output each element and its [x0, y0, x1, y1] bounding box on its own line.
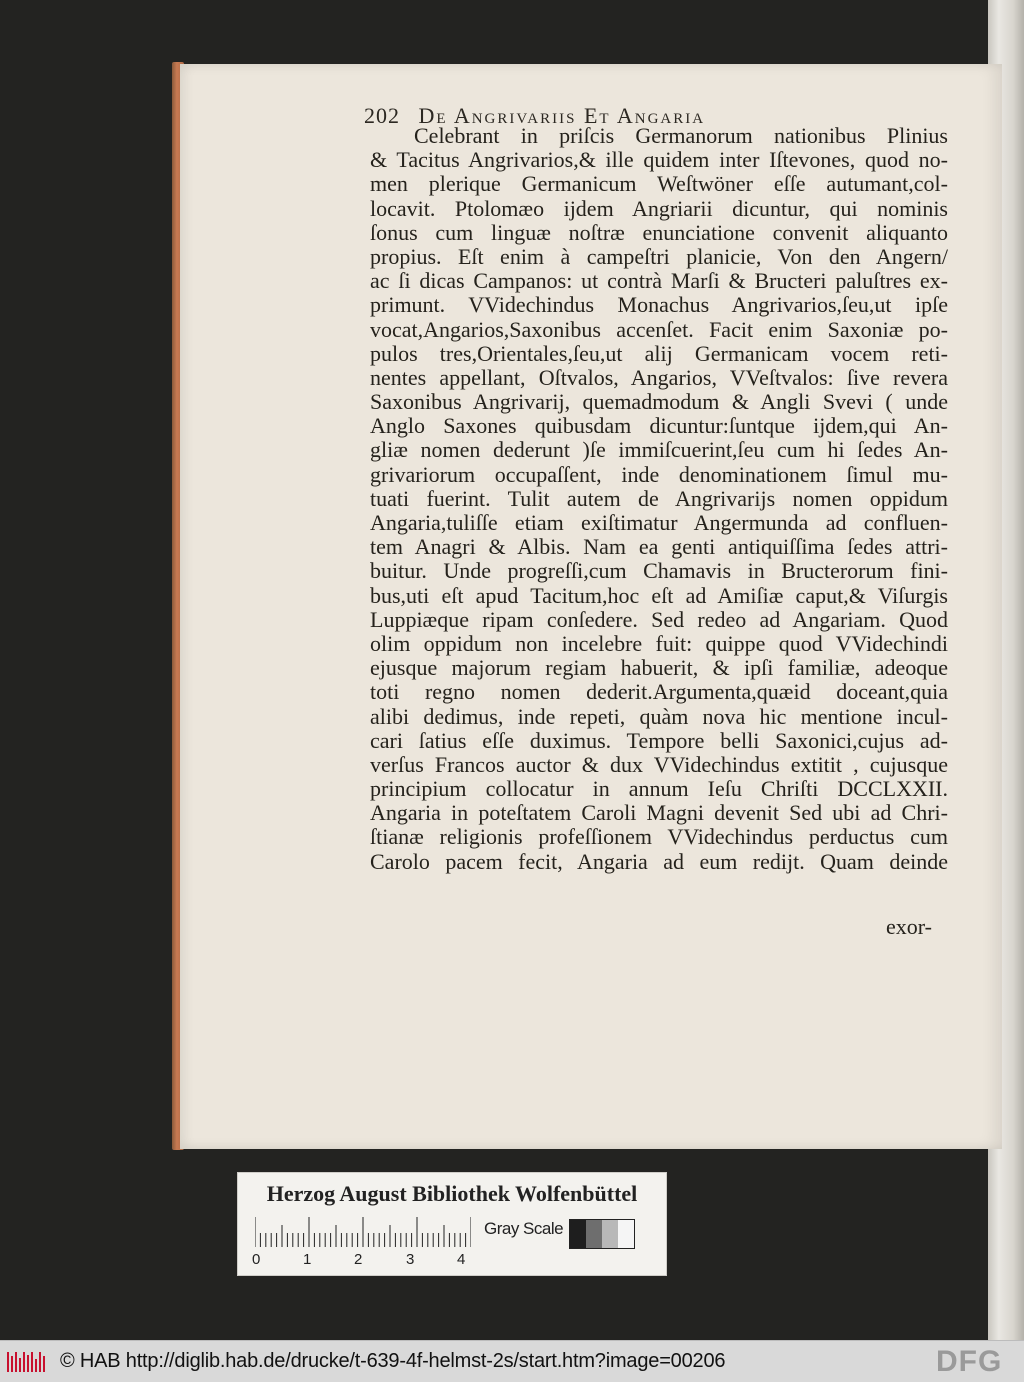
text-line: buitur. Unde progreſſi,cum Chamavis in Bructerorum fini-	[370, 559, 948, 584]
gray-swatch	[570, 1220, 586, 1248]
text-line: Anglo Saxones quibusdam dicuntur:ſuntque ijdem,qui An-	[370, 414, 948, 439]
hab-barcode-logo	[6, 1350, 48, 1374]
text-line: principium collocatur in annum Ieſu Chriſti DCCLXXII.	[370, 777, 948, 802]
page-number: 202	[364, 103, 400, 128]
ruler-scale	[255, 1217, 471, 1247]
footer-bar	[0, 1340, 1024, 1382]
body-text	[370, 124, 948, 874]
text-line: bus,uti eſt apud Tacitum,hoc eſt ad Amiſiæ caput,& Viſurgis	[370, 583, 948, 608]
text-line: Celebrant in priſcis Germanorum nationibus Plinius	[414, 124, 948, 148]
gray-swatch	[602, 1220, 618, 1248]
gray-scale-swatches	[569, 1219, 635, 1249]
ruler-labels	[252, 1251, 492, 1269]
color-card-title: Herzog August Bibliothek Wolfenbüttel	[266, 1181, 638, 1206]
text-line: men plerique Germanicum Weſtwöner eſſe autumant,col-	[370, 172, 948, 197]
text-line: gliæ nomen dederunt )ſe immiſcuerint,ſeu cum hi ſedes An-	[370, 438, 948, 463]
ruler-label: 4	[457, 1251, 466, 1268]
text-line: Angaria in poteſtatem Caroli Magni devenit Sed ubi ad Chri-	[370, 801, 948, 826]
text-line: ac ſi dicas Campanos: ut contrà Marſi & Bructeri paluſtres ex-	[370, 269, 948, 294]
text-line: Angaria,tuliſſe etiam exiſtimatur Angermunda ad confluen-	[370, 511, 948, 535]
ruler-label: 1	[303, 1251, 312, 1268]
text-line: ejusque majorum regiam habuerit, & ipſi familiæ, adeoque	[370, 656, 948, 681]
text-line: tem Anagri & Albis. Nam ea genti antiquiſſima ſedes attri-	[370, 535, 948, 560]
text-line: ſtianæ religionis profeſſionem VVidechindus perductus cum	[370, 825, 948, 850]
text-line: alibi dedimus, inde repeti, quàm nova hic mentione incul-	[370, 704, 948, 729]
catchword: exor-	[886, 914, 932, 939]
gray-swatch	[586, 1220, 602, 1248]
text-line: & Tacitus Angrivarios,& ille quidem inter Iſtevones, quod no-	[370, 148, 948, 173]
text-line: nentes appellant, Oſtvalos, Angarios, VVeſtvalos: ſive revera	[370, 365, 948, 390]
text-line: cari ſatius eſſe duximus. Tempore belli Saxonici,cujus ad-	[370, 728, 948, 753]
text-line: primunt. VVidechindus Monachus Angrivarios,ſeu,ut ipſe	[370, 293, 948, 318]
color-card	[237, 1172, 667, 1276]
text-line: ſonus cum linguæ noſtræ enunciatione convenit aliquanto	[370, 220, 948, 245]
text-line: tuati fuerint. Tulit autem de Angrivarijs nomen oppidum	[370, 486, 948, 511]
gray-scale-label: Gray Scale	[484, 1219, 564, 1238]
text-line: verſus Francos auctor & dux VVidechindus extitit , cujusque	[370, 752, 948, 777]
text-line: pulos tres,Orientales,ſeu,ut alij Germanicam vocem reti-	[370, 341, 948, 366]
text-line: Luppiæque ripam conſedere. Sed redeo ad Angariam. Quod	[370, 607, 948, 632]
text-line: toti regno nomen dederit.Argumenta,quæid doceant,quia	[370, 680, 948, 705]
text-line: Saxonibus Angrivarij, quemadmodum & Angli Svevi ( unde	[370, 390, 948, 415]
text-line: vocat,Angarios,Saxonibus accenſet. Facit enim Saxoniæ po-	[370, 317, 948, 342]
ruler-label: 0	[252, 1251, 261, 1268]
dfg-logo: DFG	[936, 1345, 1003, 1378]
text-line: olim oppidum non incelebre fuit: quippe quod VVidechindi	[370, 631, 948, 656]
text-line: locavit. Ptolomæo ijdem Angriarii dicuntur, qui nominis	[370, 196, 948, 221]
text-line: grivariorum occupaſſent, inde denominationem ſimul mu-	[370, 462, 948, 487]
gray-swatch	[618, 1220, 634, 1248]
text-line: Carolo pacem fecit, Angaria ad eum redijt. Quam deinde	[370, 849, 948, 874]
running-head-title: De Angrivariis Et Angaria	[418, 103, 706, 128]
text-line: propius. Eſt enim à campeſtri planicie, Von den Angern/	[370, 244, 948, 269]
footer-permalink[interactable]: © HAB http://diglib.hab.de/drucke/t-639-4f-helmst-2s/start.htm?image=00206	[60, 1350, 726, 1372]
ruler-label: 2	[354, 1251, 363, 1268]
ruler-label: 3	[406, 1251, 415, 1268]
